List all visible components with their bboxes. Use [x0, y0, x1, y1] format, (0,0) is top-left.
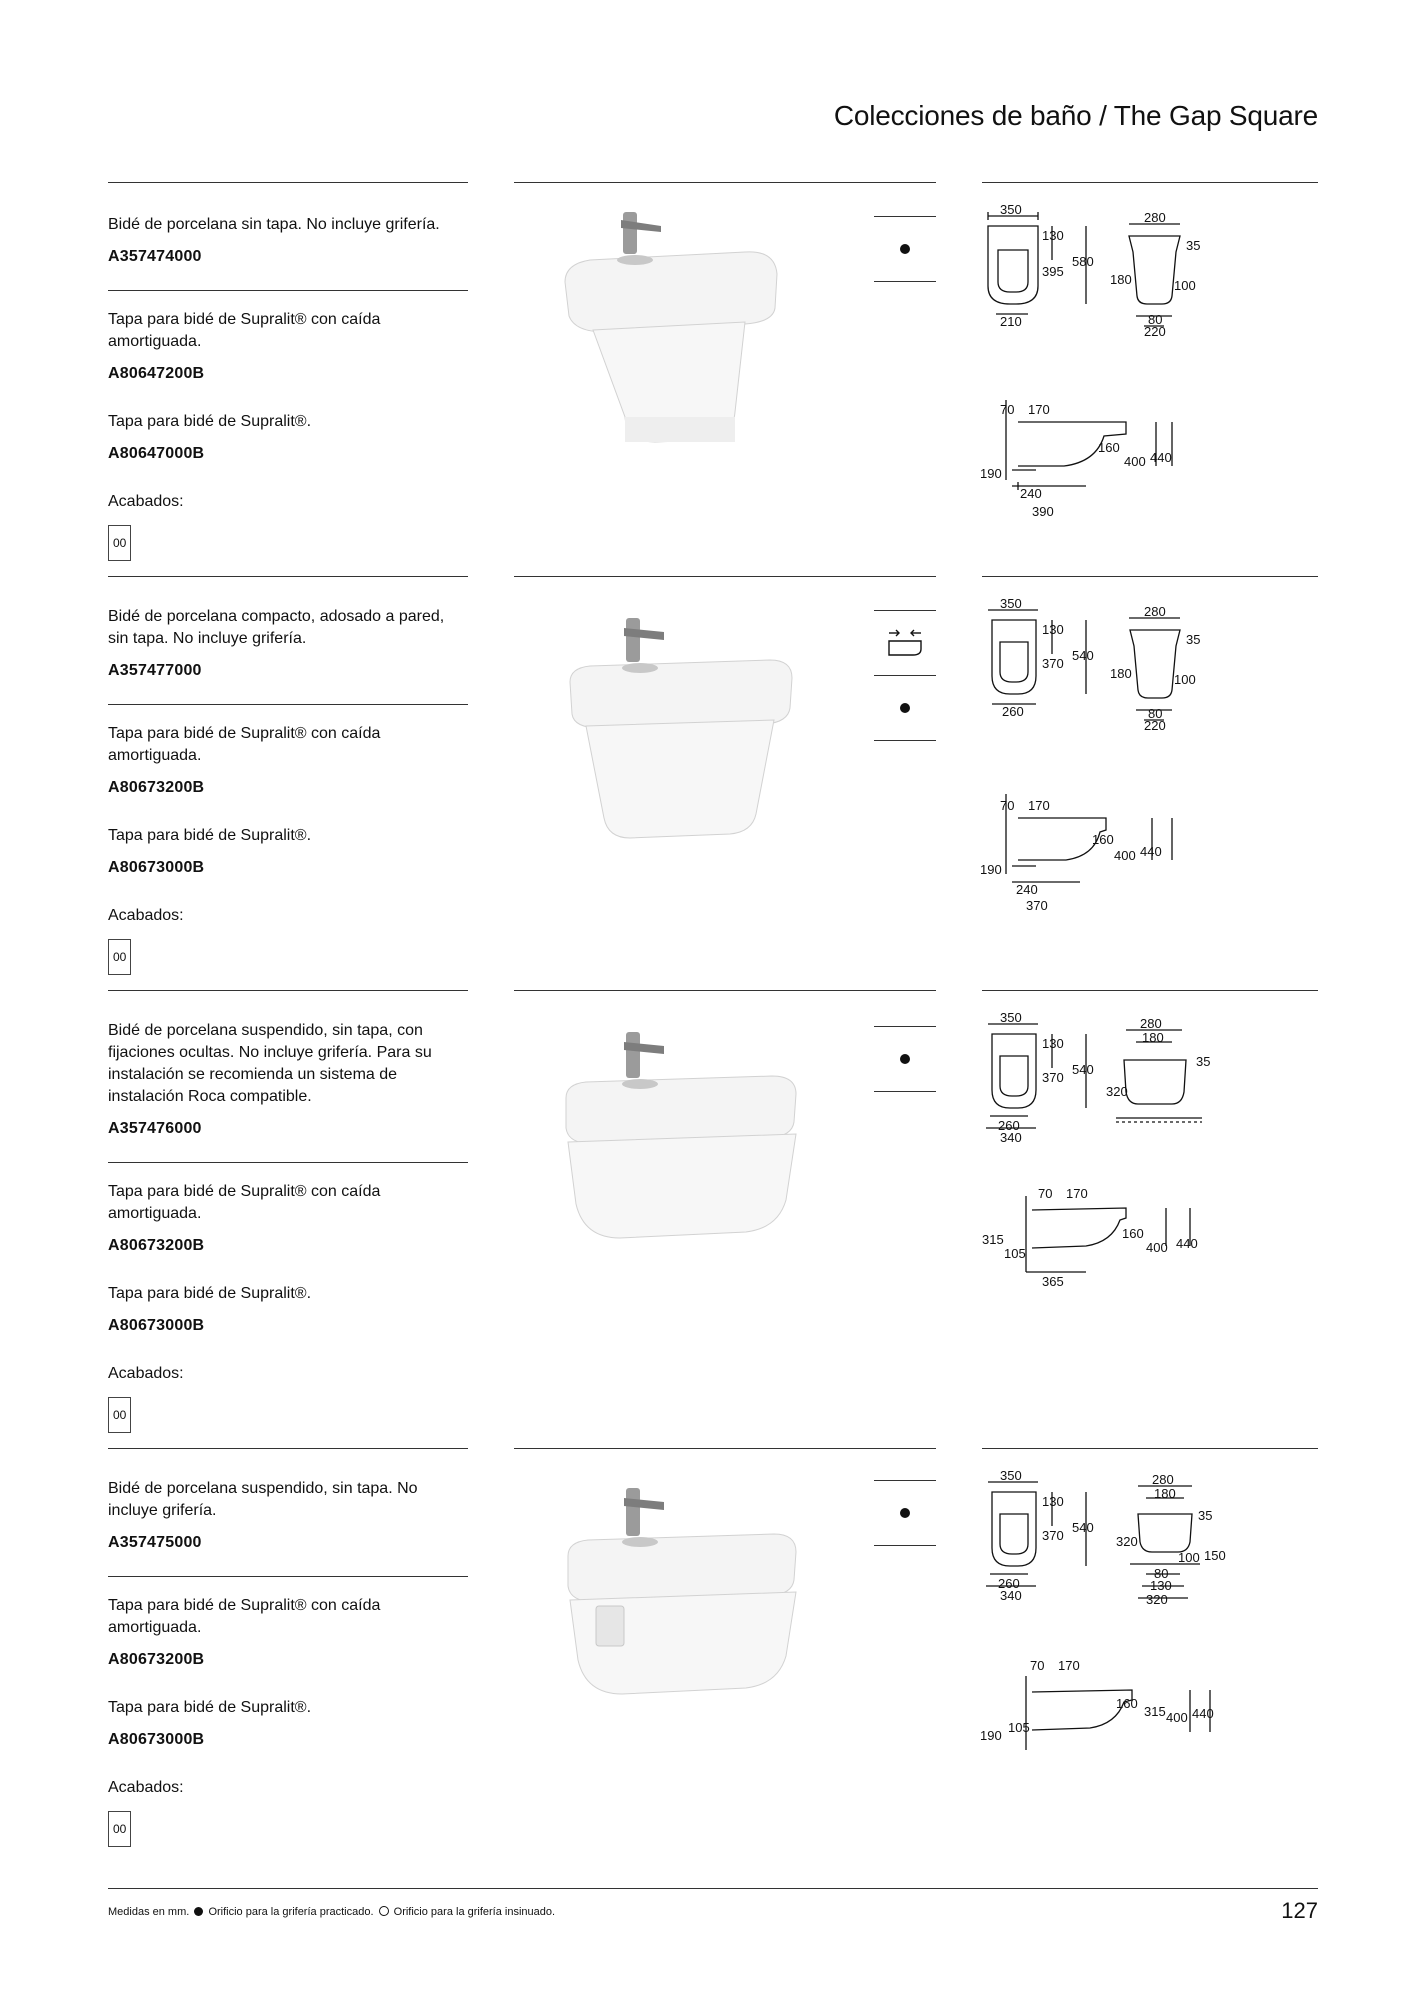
tap-hole-indicator [874, 1026, 936, 1092]
dimension-label: 350 [1000, 1012, 1022, 1025]
dimension-label: 80 [1154, 1566, 1169, 1581]
tap-hole-indicator [874, 216, 936, 282]
finishes-label: Acabados: [108, 493, 184, 510]
lid-code: A80673200B [108, 779, 205, 796]
lid-code: A80673200B [108, 1651, 205, 1668]
lid-code: A80647200B [108, 365, 205, 382]
dimension-label: 440 [1176, 1236, 1198, 1251]
dimension-label: 100 [1174, 278, 1196, 293]
dimension-label: 240 [1016, 882, 1038, 897]
dimension-label: 170 [1028, 402, 1050, 417]
dimension-label: 105 [1008, 1720, 1030, 1735]
footer-drilled: Orificio para la grifería practicado. [208, 1906, 374, 1918]
dimension-label: 350 [1000, 598, 1022, 611]
dimension-label: 170 [1066, 1186, 1088, 1201]
dimension-label: 340 [1000, 1130, 1022, 1145]
empty-dot-icon [379, 1906, 389, 1916]
dimension-label: 540 [1072, 1062, 1094, 1077]
dimension-label: 370 [1042, 1070, 1064, 1085]
dimension-label: 440 [1150, 450, 1172, 465]
finishes-label: Acabados: [108, 1365, 184, 1382]
dimension-label: 150 [1204, 1548, 1226, 1563]
technical-drawing [976, 204, 1226, 534]
product-description: Bidé de porcelana sin tapa. No incluye grifería. [108, 216, 440, 233]
product-code: A357477000 [108, 662, 202, 679]
finish-swatch[interactable]: 00 [108, 1397, 131, 1433]
product-section-1 [0, 182, 1414, 582]
technical-drawing [976, 598, 1226, 928]
dimension-label: 400 [1146, 1240, 1168, 1255]
dimension-label: 540 [1072, 1520, 1094, 1535]
dimension-label: 315 [982, 1232, 1004, 1247]
dimension-label: 130 [1042, 1036, 1064, 1051]
dimension-label: 35 [1186, 238, 1201, 253]
lid-code: A80673200B [108, 1237, 205, 1254]
dimension-label: 320 [1116, 1534, 1138, 1549]
product-photo [560, 1488, 810, 1708]
dimension-label: 160 [1092, 832, 1114, 847]
dimension-label: 160 [1098, 440, 1120, 455]
dimension-label: 210 [1000, 314, 1022, 329]
finish-swatch[interactable]: 00 [108, 939, 131, 975]
dimension-label: 400 [1166, 1710, 1188, 1725]
lid-description: Tapa para bidé de Supralit® con caída amortiguada. [108, 725, 381, 764]
dimension-label: 280 [1152, 1472, 1174, 1487]
dimension-label: 220 [1144, 718, 1166, 733]
dimension-label: 280 [1140, 1016, 1162, 1031]
finish-swatch[interactable]: 00 [108, 1811, 131, 1847]
product-code: A357474000 [108, 248, 202, 265]
tap-hole-drilled-icon [900, 1054, 910, 1064]
dimension-label: 170 [1028, 798, 1050, 813]
dimension-label: 80 [1148, 706, 1163, 721]
dimension-label: 350 [1000, 204, 1022, 217]
tap-hole-drilled-icon [900, 703, 910, 713]
dimension-label: 320 [1146, 1592, 1168, 1607]
finishes-label: Acabados: [108, 907, 184, 924]
dimension-label: 365 [1042, 1274, 1064, 1289]
product-section-3 [0, 990, 1414, 1430]
tap-hole-indicator [874, 1480, 936, 1546]
dimension-label: 340 [1000, 1588, 1022, 1603]
dimension-label: 400 [1124, 454, 1146, 469]
dimension-label: 440 [1140, 844, 1162, 859]
dimension-label: 180 [1142, 1030, 1164, 1045]
product-photo [545, 212, 805, 452]
dimension-label: 70 [1000, 798, 1015, 813]
dimension-label: 400 [1114, 848, 1136, 863]
product-photo [560, 618, 810, 848]
lid-description: Tapa para bidé de Supralit® con caída amortiguada. [108, 1597, 381, 1636]
product-code: A357475000 [108, 1534, 202, 1551]
product-description: Bidé de porcelana compacto, adosado a pared, sin tapa. No incluye grifería. [108, 608, 445, 647]
product-description: Bidé de porcelana suspendido, sin tapa. No incluye grifería. [108, 1480, 418, 1519]
dimension-label: 180 [1110, 666, 1132, 681]
finish-swatch[interactable]: 00 [108, 525, 131, 561]
dimension-label: 395 [1042, 264, 1064, 279]
dimension-label: 170 [1058, 1658, 1080, 1673]
dimension-label: 130 [1042, 622, 1064, 637]
lid-code: A80673000B [108, 1317, 205, 1334]
dimension-label: 70 [1000, 402, 1015, 417]
dimension-label: 260 [998, 1576, 1020, 1591]
tap-hole-drilled-icon [900, 1508, 910, 1518]
dimension-label: 190 [980, 1728, 1002, 1743]
product-section-4 [0, 1448, 1414, 1868]
product-section-2 [0, 576, 1414, 976]
lid-description: Tapa para bidé de Supralit®. [108, 413, 312, 430]
footer-units: Medidas en mm. [108, 1906, 190, 1918]
dimension-label: 190 [980, 466, 1002, 481]
dimension-label: 350 [1000, 1470, 1022, 1483]
tap-hole-drilled-icon [900, 244, 910, 254]
page-title: Colecciones de baño / The Gap Square [833, 100, 1318, 131]
dimension-label: 180 [1110, 272, 1132, 287]
technical-drawing [976, 1012, 1226, 1302]
dimension-label: 70 [1030, 1658, 1045, 1673]
dimension-label: 190 [980, 862, 1002, 877]
lid-description: Tapa para bidé de Supralit®. [108, 827, 312, 844]
product-photo [560, 1032, 810, 1252]
dimension-label: 580 [1072, 254, 1094, 269]
dimension-label: 370 [1026, 898, 1048, 913]
lid-description: Tapa para bidé de Supralit®. [108, 1285, 312, 1302]
footer-note [108, 1906, 555, 1918]
dimension-label: 160 [1116, 1696, 1138, 1711]
footer-marked: Orificio para la grifería insinuado. [393, 1906, 556, 1918]
dimension-label: 540 [1072, 648, 1094, 663]
dimension-label: 70 [1038, 1186, 1053, 1201]
lid-description: Tapa para bidé de Supralit®. [108, 1699, 312, 1716]
tap-hole-indicator [874, 610, 936, 741]
footer-divider [108, 1888, 1318, 1889]
product-description-block [108, 606, 468, 975]
dimension-label: 320 [1106, 1084, 1128, 1099]
dimension-label: 260 [998, 1118, 1020, 1133]
lid-code: A80647000B [108, 445, 205, 462]
dimension-label: 130 [1042, 228, 1064, 243]
dimension-label: 180 [1154, 1486, 1176, 1501]
dimension-label: 260 [1002, 704, 1024, 719]
dimension-label: 35 [1198, 1508, 1213, 1523]
lid-description: Tapa para bidé de Supralit® con caída amortiguada. [108, 311, 381, 350]
lid-code: A80673000B [108, 1731, 205, 1748]
dimension-label: 130 [1150, 1578, 1172, 1593]
dimension-label: 105 [1004, 1246, 1026, 1261]
dimension-label: 370 [1042, 656, 1064, 671]
dimension-label: 130 [1042, 1494, 1064, 1509]
dimension-label: 100 [1178, 1550, 1200, 1565]
dimension-label: 240 [1020, 486, 1042, 501]
dimension-label: 280 [1144, 604, 1166, 619]
dimension-label: 280 [1144, 210, 1166, 225]
dimension-label: 315 [1144, 1704, 1166, 1719]
dimension-label: 440 [1192, 1706, 1214, 1721]
dimension-label: 390 [1032, 504, 1054, 519]
dimension-label: 100 [1174, 672, 1196, 687]
finishes-label: Acabados: [108, 1779, 184, 1796]
product-description-block [108, 1020, 468, 1433]
product-description-block [108, 214, 468, 561]
lid-code: A80673000B [108, 859, 205, 876]
dimension-label: 220 [1144, 324, 1166, 339]
technical-drawing [976, 1470, 1226, 1790]
filled-dot-icon [194, 1907, 203, 1916]
dimension-label: 160 [1122, 1226, 1144, 1241]
product-description: Bidé de porcelana suspendido, sin tapa, con fijaciones ocultas. No incluye grifería. Para su instalación se recomienda un sistema de instalación Roca compatible. [108, 1022, 432, 1105]
product-code: A357476000 [108, 1120, 202, 1137]
dimension-label: 80 [1148, 312, 1163, 327]
dimension-label: 35 [1196, 1054, 1211, 1069]
dimension-label: 35 [1186, 632, 1201, 647]
dimension-label: 370 [1042, 1528, 1064, 1543]
page-number: 127 [1281, 1898, 1318, 1923]
lid-description: Tapa para bidé de Supralit® con caída amortiguada. [108, 1183, 381, 1222]
product-description-block [108, 1478, 468, 1847]
wall-mounted-icon [885, 627, 925, 659]
